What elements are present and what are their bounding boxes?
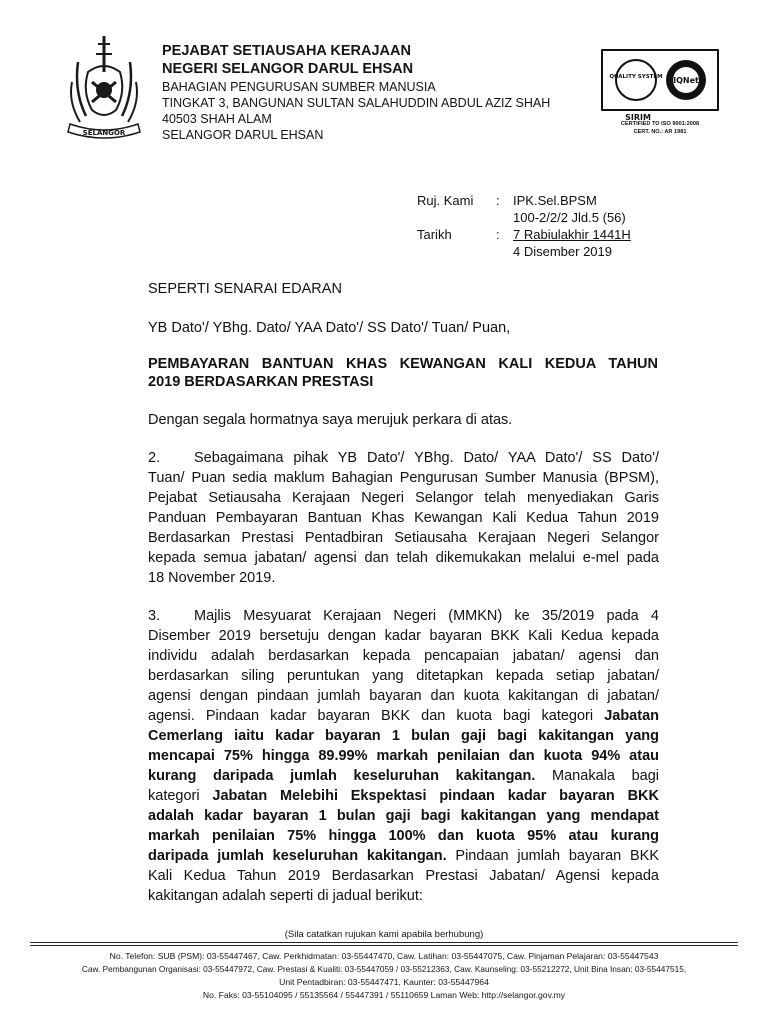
address-line3: SELANGOR DARUL EHSAN <box>162 128 324 142</box>
tarikh-hijri: 7 Rabiulakhir 1441H <box>513 227 631 242</box>
para3-line9: kurang daripada jumlah keseluruhan kakitangan. Manakala bagi <box>148 768 659 784</box>
para2-line4: Panduan Pembayaran Bantuan Khas Kewangan Kali Kedua Tahun 2019 <box>148 510 659 526</box>
subject-line1: PEMBAYARAN BANTUAN KHAS KEWANGAN KALI KEDUA TAHUN <box>148 356 658 372</box>
office-name-line1: PEJABAT SETIAUSAHA KERAJAAN <box>162 43 411 59</box>
footer-divider <box>30 942 738 943</box>
svg-text:IQNet: IQNet <box>673 76 699 85</box>
para3-number: 3. <box>148 608 161 624</box>
para3-line14: Kali Kedua Tahun 2019 Berdasarkan Prestasi Jabatan/ Agensi kepada <box>148 868 659 884</box>
para2-line2: Tuan/ Puan sedia maklum Bahagian Pengurusan Sumber Manusia (BPSM), <box>148 470 659 486</box>
footer-line2: Caw. Pembangunan Organisasi: 03-55447972, Caw. Prestasi & Kualiti: 03-55447059 / 03-55212363, Caw. Kaunseling: 03-55212272, Unit Bina Insan: 03-55447515, <box>81 964 687 974</box>
division-name: BAHAGIAN PENGURUSAN SUMBER MANUSIA <box>162 80 436 94</box>
para3-line2: Disember 2019 bersetuju dengan kadar bayaran BKK Kali Kedua kepada <box>148 628 659 644</box>
sirim-logo-text: SIRIM <box>625 113 651 122</box>
para2-line6: kepada semua jabatan/ agensi dan telah dikemukakan melalui e-mel pada <box>148 550 659 566</box>
para2-line3: Pejabat Setiausaha Kerajaan Negeri Selangor telah menyediakan Garis <box>148 490 659 506</box>
footer-line3: Unit Pentadbiran: 03-55447471, Kaunter: 03-55447964 <box>279 977 489 987</box>
address-line1: TINGKAT 3, BANGUNAN SULTAN SALAHUDDIN ABDUL AZIZ SHAH <box>162 96 551 110</box>
para3-line11: adalah kadar bayaran 1 bulan gaji bagi kakitangan yang mendapat <box>148 808 659 824</box>
para3-line15: kakitangan adalah seperti di jadual berikut: <box>148 888 423 904</box>
tarikh-masihi: 4 Disember 2019 <box>513 244 612 259</box>
para3-line12: markah penilaian 75% hingga 100% dan kuota 95% atau kurang <box>148 828 659 844</box>
cert-line1: CERTIFIED TO ISO 9001:2008 <box>620 121 700 127</box>
para2-line7: 18 November 2019. <box>148 570 276 586</box>
para3-line7: Cemerlang iaitu kadar bayaran 1 bulan gaji bagi kakitangan yang <box>148 728 659 744</box>
para2-line1: Sebagaimana pihak YB Dato'/ YBhg. Dato/ YAA Dato'/ SS Dato'/ <box>194 450 659 466</box>
para3-line4: berdasarkan siling peruntukan yang ditetapkan kepada setiap jabatan/ <box>148 668 659 684</box>
para2-number: 2. <box>148 450 161 466</box>
para3-line1: Majlis Mesyuarat Kerajaan Negeri (MMKN) ke 35/2019 pada 4 <box>194 608 659 624</box>
para3-line3: individu adalah berdasarkan kepada pencapaian jabatan/ agensi dan <box>148 648 659 664</box>
tarikh-label: Tarikh <box>417 227 452 242</box>
office-name-line2: NEGERI SELANGOR DARUL EHSAN <box>162 61 414 77</box>
recipient-line: SEPERTI SENARAI EDARAN <box>148 281 342 297</box>
quality-system-icon <box>609 60 662 100</box>
subject-line2: 2019 BERDASARKAN PRESTASI <box>148 374 374 390</box>
footer-note: (Sila catatkan rujukan kami apabila berhubung) <box>284 929 484 940</box>
ruj-value-line1: IPK.Sel.BPSM <box>513 193 597 208</box>
opening-line: Dengan segala hormatnya saya merujuk perkara di atas. <box>148 412 513 428</box>
salutation: YB Dato'/ YBhg. Dato/ YAA Dato'/ SS Dato'/ Tuan/ Puan, <box>148 320 511 336</box>
para3-line10: kategori Jabatan Melebihi Ekspektasi pindaan kadar bayaran BKK <box>148 788 659 804</box>
para3-line5: agensi dengan pindaan jumlah bayaran dan kuota kakitangan di jabatan/ <box>148 688 659 704</box>
iqnet-icon <box>666 60 706 100</box>
tarikh-colon: : <box>496 227 500 242</box>
para3-line13: daripada jumlah keseluruhan kakitangan. Pindaan jumlah bayaran BKK <box>148 848 659 864</box>
para3-line6: agensi. Pindaan kadar bayaran BKK dan kuota bagi kategori Jabatan <box>148 708 659 724</box>
footer-divider-second <box>30 945 738 946</box>
footer-line4: No. Faks: 03-55104095 / 55135564 / 55447391 / 55110659 Laman Web: http://selangor.gov.my <box>202 990 566 1000</box>
svg-text:QUALITY SYSTEM: QUALITY SYSTEM <box>609 74 663 80</box>
cert-line2: CERT. NO.: AR 1981 <box>633 129 687 135</box>
para3-line8: mencapai 75% hingga 89.99% markah penilaian dan kuota 94% atau <box>148 748 659 764</box>
address-line2: 40503 SHAH ALAM <box>162 112 272 126</box>
state-crest-icon <box>58 32 150 144</box>
crest-label: SELANGOR <box>82 129 126 137</box>
ruj-label: Ruj. Kami <box>417 193 474 208</box>
para2-line5: Berdasarkan Prestasi Pentadbiran Setiausaha Kerajaan Negeri Selangor <box>148 530 659 546</box>
footer-line1: No. Telefon: SUB (PSM): 03-55447467, Caw. Perkhidmatan: 03-55447470, Caw. Latihan: 03-55447075, Caw. Pinjaman Pelajaran: 03-55447543 <box>109 951 659 961</box>
ruj-colon: : <box>496 193 500 208</box>
ruj-value-line2: 100-2/2/2 Jld.5 (56) <box>513 210 626 225</box>
